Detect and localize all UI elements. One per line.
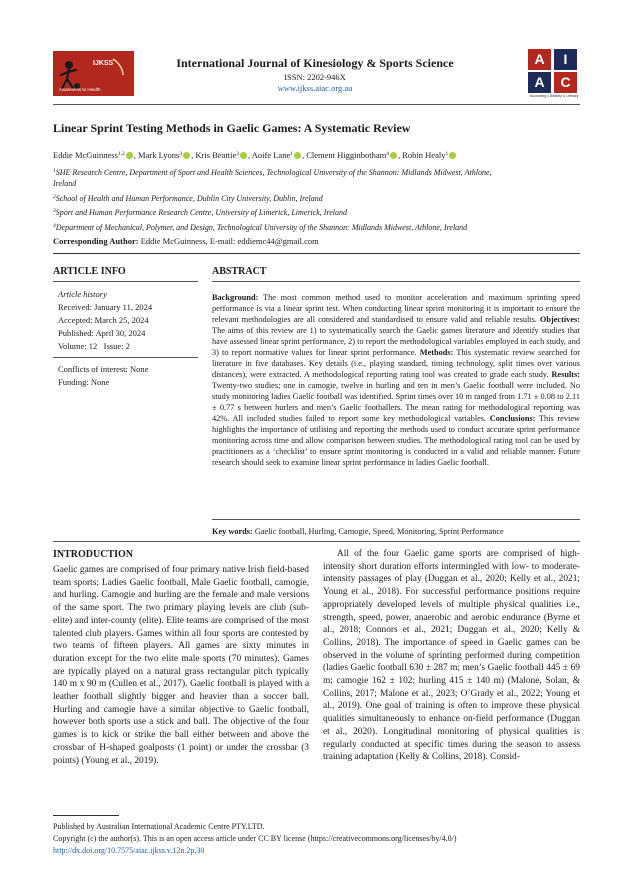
abstract-label: Conclusions:	[489, 414, 536, 423]
orcid-icon[interactable]	[449, 152, 456, 159]
author-name: Aoife Lane	[251, 150, 291, 160]
author-name: Clement Higginbotham	[306, 150, 387, 160]
author-affiliation: 1,2	[117, 151, 125, 157]
corresponding-text: Eddie McGuinness, E-mail: eddiemc44@gmail.com	[140, 236, 319, 246]
affiliation-1	[53, 166, 580, 189]
corresponding-label: Corresponding Author:	[53, 236, 139, 246]
journal-issn: ISSN: 2202-946X	[284, 72, 346, 82]
affiliation-text: Department of Mechanical, Polymer, and Design, Technological University of the Shannon: Midlands Midwest, Athlone, Ireland	[55, 223, 468, 232]
doi-link[interactable]: http://dx.doi.org/10.7575/aiac.ijkss.v.12n.2p.30	[53, 846, 205, 855]
introduction-heading: INTRODUCTION	[53, 549, 134, 560]
copyright-note: Copyright (c) the author(s). This is an open access article under CC BY license (https://creativecommons.org/licenses/by/4.0/)	[53, 834, 457, 843]
orcid-icon[interactable]	[240, 152, 247, 159]
affiliation-text: SHE Research Centre, Department of Sport and Health Sciences, Technological University of the Shannon: Midlands Midwest, Athlone,	[55, 168, 492, 177]
body-column-right: All of the four Gaelic game sports are comprised of high-intensity short duration efforts intermingled with low- to moderate- intensity passages of play (Duggan et al., 2020; Kelly et al., 2021; Young et al., 2018). For successful performance positions require appropriately developed levels of multiple physical qualities i.e., strength, speed, power, anaerobic and aerobic endurance (Byrne et al., 2018; Connors et al., 2021; Duggan et al., 2020; Kelly & Collins, 2018). The importance of speed in Gaelic games can be observed in the volume of sprinting performed during competition (ladies Gaelic football 630 ± 287 m; men’s Gaelic football 445 ± 69 m; camogie 162 ± 102; hurling 415 ± 140 m) (Malone, Solan, & Collins, 2017; Malone et al., 2023; O’Grady et al., 2022; Young et al., 2019). One goal of training is often to improve these physical qualities simultaneously to enhance on-field performance (Duggan et al., 2020). Longitudinal monitoring of physical qualities is regularly conducted at specific times during the season to assess training adaptation (Kelly & Collins, 2018). Consid-	[323, 549, 580, 763]
keywords-label: Key words:	[212, 527, 253, 536]
author-name: Mark Lyons	[138, 150, 180, 160]
abstract-label: Methods:	[419, 348, 454, 357]
publisher-note: Published by Australian International Academic Centre PTY.LTD.	[53, 822, 265, 831]
orcid-icon[interactable]	[126, 152, 133, 159]
affiliation-3	[53, 206, 580, 218]
corresponding-author	[53, 236, 319, 246]
logo-text: IJKSS	[93, 60, 114, 67]
author-name: Robin Healy	[402, 150, 446, 160]
received-date: Received: January 11, 2024	[58, 302, 153, 312]
abstract-label: Background:	[212, 293, 259, 302]
abstract-methods: This systematic review searched for literature in five databases. Key details (i.e., playing standard, timing technology, split times over various distances), were extracted. A methodological reporting rating tool was created to grade each study.	[212, 348, 580, 379]
abstract-body	[212, 292, 580, 468]
affiliation-4	[53, 221, 580, 233]
author-name: Eddie McGuinness	[53, 150, 118, 160]
paper-title: Linear Sprint Testing Methods in Gaelic Games: A Systematic Review	[53, 121, 411, 135]
journal-title: International Journal of Kinesiology & Sports Science	[176, 56, 454, 70]
journal-url[interactable]: www.ijkss.aiac.org.au	[277, 83, 353, 93]
published-date: Published: April 30, 2024	[58, 328, 146, 338]
article-info-divider	[53, 357, 198, 358]
logo-letter: I	[554, 49, 577, 70]
article-history-label: Article history	[58, 289, 107, 299]
logo-letter: C	[554, 72, 577, 93]
section-divider	[53, 541, 580, 542]
accepted-date: Accepted: March 25, 2024	[58, 315, 149, 325]
publisher-logo	[528, 49, 580, 99]
publisher-tagline: Nourishing Creativity & Literacy	[529, 94, 579, 98]
abstract-divider	[212, 519, 580, 520]
keywords-list: Gaelic football, Hurling, Camogie, Speed, Monitoring, Sprint Performance	[254, 527, 504, 536]
section-divider	[53, 253, 580, 254]
orcid-icon[interactable]	[390, 152, 397, 159]
author-list: Eddie McGuinness$^{1,2}$ , Mark Lyons$^3$ , Kris Beattie$^3$ , Aoife Lane$^1$ , Clement Higginbotham$^4$ , Robin Healy$^1$	[53, 150, 457, 160]
logo-letter: A	[528, 49, 551, 70]
logo-letter: A	[528, 72, 551, 93]
affiliation-number: 1	[53, 168, 56, 174]
author-affiliation: 1	[290, 151, 293, 157]
author-affiliation: 3	[236, 151, 239, 157]
affiliation-number: 3	[53, 208, 56, 214]
abstract-label: Results:	[551, 370, 580, 379]
author-affiliation: 4	[386, 151, 390, 157]
author-affiliation: 3	[179, 151, 183, 157]
abstract-divider	[212, 281, 580, 282]
journal-logo	[53, 51, 134, 96]
header-divider	[53, 104, 580, 105]
orcid-icon[interactable]	[294, 152, 301, 159]
affiliation-number: 4	[53, 223, 56, 229]
author-affiliation: 1	[445, 151, 449, 157]
footer-divider	[53, 815, 119, 816]
article-info-divider	[53, 281, 198, 282]
affiliation-text: Sport and Human Performance Research Centre, University of Limerick, Limerick, Ireland	[55, 208, 348, 217]
article-info-heading: ARTICLE INFO	[53, 266, 126, 277]
body-column-left: Gaelic games are comprised of four primary native Irish field-based team sports; Ladies Gaelic football, Male Gaelic football, camogie, and hurling. Camogie and hurling are the female and male versions of the same sport. The two primary playing levels are club (sub-elite) and inter-county (elite). Elite teams are comprised of the most talented club players. Games within all four sports are contested by two teams of fifteen players. All games are sixty minutes in duration except for the two elite male sports (70 minutes). Games are typically played on a natural grass rectangular pitch typically 140 m x 90 m (Cullen et al., 2017). Gaelic football is played with a leather football slightly bigger and heavier than a soccer ball. Hurling and camogie have a similar objective to Gaelic football, however both sports use a stick and ball. The objective of the four games is to kick or strike the ball either between and above the crossbar of H-shaped goalposts (1 point) or under the crossbar (3 points) (Young et al., 2019).	[53, 565, 309, 766]
keywords	[212, 527, 580, 536]
funding: Funding: None	[58, 377, 110, 387]
abstract-heading: ABSTRACT	[212, 266, 267, 277]
abstract-objectives: The aims of this review are 1) to systematically search the Gaelic games literature and identify studies that have assessed linear sprint performance, 2) to report the methodological variables employed in each study, and 3) to report normative values for linear sprint performance.	[212, 326, 580, 357]
affiliation-text: Ireland	[53, 179, 77, 188]
orcid-icon[interactable]	[183, 152, 190, 159]
affiliation-2	[53, 192, 580, 204]
author-name: Kris Beattie	[195, 150, 237, 160]
logo-caption: Awareness to Health	[59, 87, 101, 92]
volume-issue: Volume: 12 Issue: 2	[58, 341, 130, 351]
abstract-conclusions: This review highlights the importance of utilising and reporting the methods used to conduct accurate sprint performance monitoring across time and allow comparison between studies. The methodological rating tool can be used by practitioners as a ‘checklist’ to ensure sprint monitoring is conducted in a valid and reliable manner. Future research should seek to examine linear sprint performance in ladies Gaelic football.	[212, 414, 580, 467]
abstract-results: Twenty-two studies; one in camogie, twelve in hurling and ten in men’s Gaelic football were included. No study monitoring ladies Gaelic football was identified. Sprint times over 10 m ranged from 1.71 ± 0.08 to 2.11 ± 0.77 s between hurlers and men’s Gaelic footballers. The mean rating for methodological reporting was 42%. All included studies failed to report some key methodological variables.	[212, 381, 580, 423]
affiliation-number: 2	[53, 194, 56, 200]
conflicts-of-interest: Conflicts of interest: None	[58, 364, 149, 374]
abstract-background: The most common method used to monitor acceleration and maximum sprinting speed performance is via a linear sprint test. When conducting linear sprint monitoring it is important to ensure the relevant methodologies are all considered and standardised to ensure valid and reliable results.	[212, 293, 580, 324]
affiliation-text: School of Health and Human Performance, Dublin City University, Dublin, Ireland	[55, 194, 323, 203]
abstract-label: Objectives:	[539, 315, 581, 324]
